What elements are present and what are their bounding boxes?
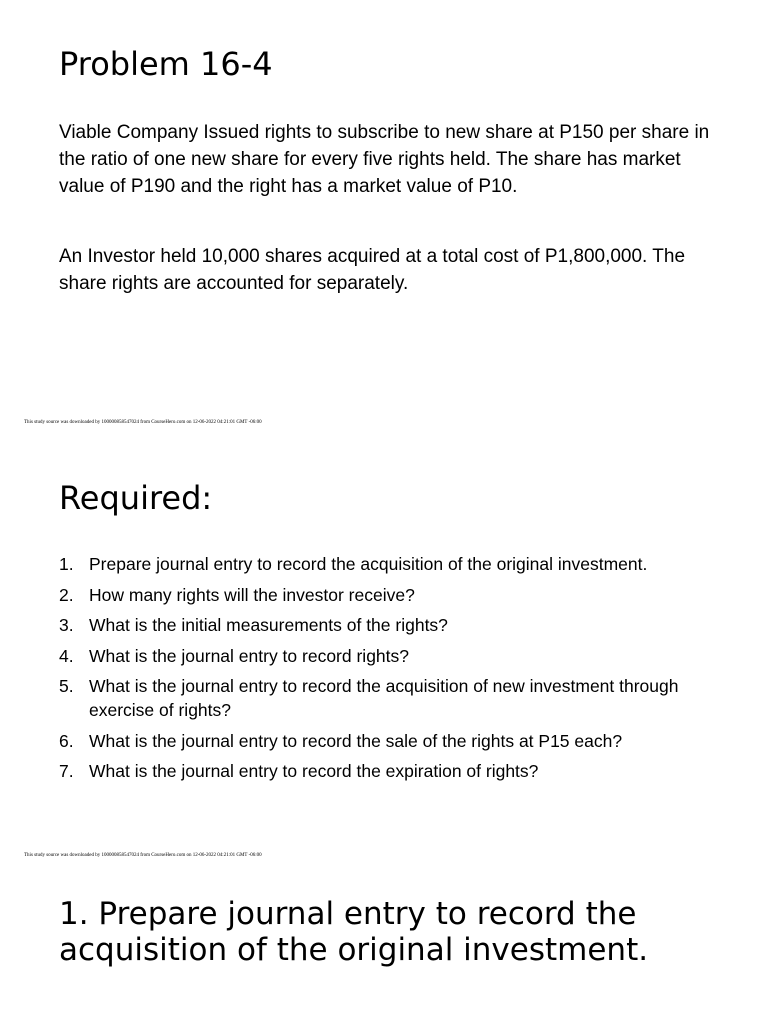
required-list bbox=[59, 552, 739, 790]
required-item bbox=[59, 613, 739, 637]
problem-paragraph-investor: An Investor held 10,000 shares acquired at a total cost of P1,800,000. The share rights are accounted for separately. bbox=[59, 246, 686, 294]
required-item-text: What is the journal entry to record the expiration of rights? bbox=[89, 761, 539, 781]
download-source-note: This study source was downloaded by 100000858547024 from CourseHero.com on 12-06-2022 04:21:01 GMT -06:00 bbox=[24, 853, 262, 858]
required-item bbox=[59, 552, 739, 576]
required-item-number: 7. bbox=[59, 761, 74, 781]
required-item bbox=[59, 583, 739, 607]
download-source-note: This study source was downloaded by 100000858547024 from CourseHero.com on 12-06-2022 04:21:01 GMT -06:00 bbox=[24, 420, 262, 425]
required-item-number: 4. bbox=[59, 645, 74, 666]
required-item-text: How many rights will the investor receive? bbox=[89, 584, 415, 605]
required-item-number: 2. bbox=[59, 584, 74, 605]
required-item-number: 3. bbox=[59, 615, 74, 635]
required-item-number: 6. bbox=[59, 730, 74, 751]
problem-paragraph-rights: Viable Company Issued rights to subscribe to new share at P150 per share in the ratio of one new share for every five rights held. The share has market value of P190 and the right has a market value of P10. bbox=[59, 122, 710, 197]
required-item bbox=[59, 644, 739, 668]
required-item bbox=[59, 729, 739, 753]
required-item-text: Prepare journal entry to record the acquisition of the original investment. bbox=[89, 554, 648, 574]
section-heading: 1. Prepare journal entry to record the acquisition of the original investment. bbox=[59, 896, 649, 968]
required-item bbox=[59, 759, 739, 783]
required-item-text: What is the initial measurements of the rights? bbox=[89, 615, 448, 635]
required-item bbox=[59, 674, 739, 722]
required-item-text: What is the journal entry to record the sale of the rights at P15 each? bbox=[89, 730, 623, 751]
required-item-number: 5. bbox=[59, 676, 74, 696]
required-item-text: What is the journal entry to record the acquisition of new investment through exercise of rights? bbox=[89, 676, 679, 720]
required-item-text: What is the journal entry to record rights? bbox=[89, 645, 410, 666]
required-heading: Required: bbox=[59, 479, 213, 517]
required-item-number: 1. bbox=[59, 554, 74, 574]
problem-title: Problem 16-4 bbox=[59, 45, 273, 83]
